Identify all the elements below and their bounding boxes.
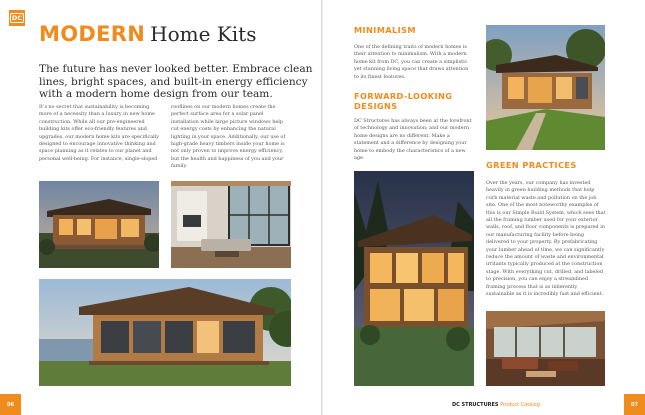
- footer-brand: DC STRUCTURES: [452, 402, 499, 408]
- photo-forest-home: [354, 171, 474, 386]
- photo-lakeside-home: [39, 279, 291, 386]
- green-practices-body: Over the years, our company has invested heavily in green building methods that help curb material waste and pollution on the job site. One of the most noteworthy examples of this is our Simple Build System, which sees that all the framing lumber used for your exterior walls, roof, and floor components is prepared in our manufacturing facility before being delivered to your property. By prefabricating your lumber ahead of time, we can significantly reduce the amount of waste and environmental irritants typically produced at the construction stage. With everything cut, drilled, and labeled to precision, you can enjoy a streamlined framing process that is as inherently sustainable as it is incredibly fast and efficient.: [486, 180, 606, 298]
- footer-catalog: Product Catalog: [500, 402, 540, 408]
- minimalism-body: One of the defining traits of modern homes is their attention to minimalism. With a modern home kit from DC, you can create a simplistic yet stunning living space that draws attention to its finest features.: [354, 44, 469, 80]
- photo-living-room: [171, 181, 291, 268]
- forward-looking-heading: FORWARD-LOOKING DESIGNS: [354, 91, 453, 111]
- page-title: [39, 24, 256, 45]
- photo-hillside-home: [486, 25, 605, 150]
- photo-timber-home-dusk: [39, 181, 159, 268]
- photo-interior-lounge: [486, 311, 605, 386]
- intro-column-1: It’s no secret that sustainability is becoming more of a necessity than a luxury in new home construction. While all our pre-engineered building kits offer eco-friendly features and upgrades, our modern home kits are specifically designed to encourage innovative thinking and space planning as it relates to our planet and personal well-being. For instance, single-sloped: [39, 104, 160, 162]
- green-practices-heading: GREEN PRACTICES: [486, 160, 577, 170]
- lead-paragraph: The future has never looked better. Embrace clean lines, bright spaces, and built-in energy efficiency with a modern home design from our team.: [39, 63, 313, 100]
- intro-column-2: rooflines on our modern homes create the perfect surface area for a solar panel installation while large picture windows help cut energy costs by enhancing the natural lighting in your space. Additionally, our use of high-grade heavy timbers inside your home is not only proven to improve energy efficiency, but the health and happiness of you and your family.: [171, 104, 286, 170]
- dc-logo: DC: [9, 10, 25, 26]
- title-accent: MODERN: [39, 22, 146, 46]
- footer-credit: [452, 402, 540, 408]
- minimalism-heading: MINIMALISM: [354, 25, 416, 35]
- forward-looking-body: DC Structures has always been at the forefront of technology and innovation; and our modern home designs are no different. Make a statement and a difference by designing your home to embody the characteristics of a new age.: [354, 118, 472, 162]
- page-number-left: 06: [0, 394, 21, 415]
- title-rest: Home Kits: [150, 22, 257, 46]
- page-number-right: 07: [624, 394, 645, 415]
